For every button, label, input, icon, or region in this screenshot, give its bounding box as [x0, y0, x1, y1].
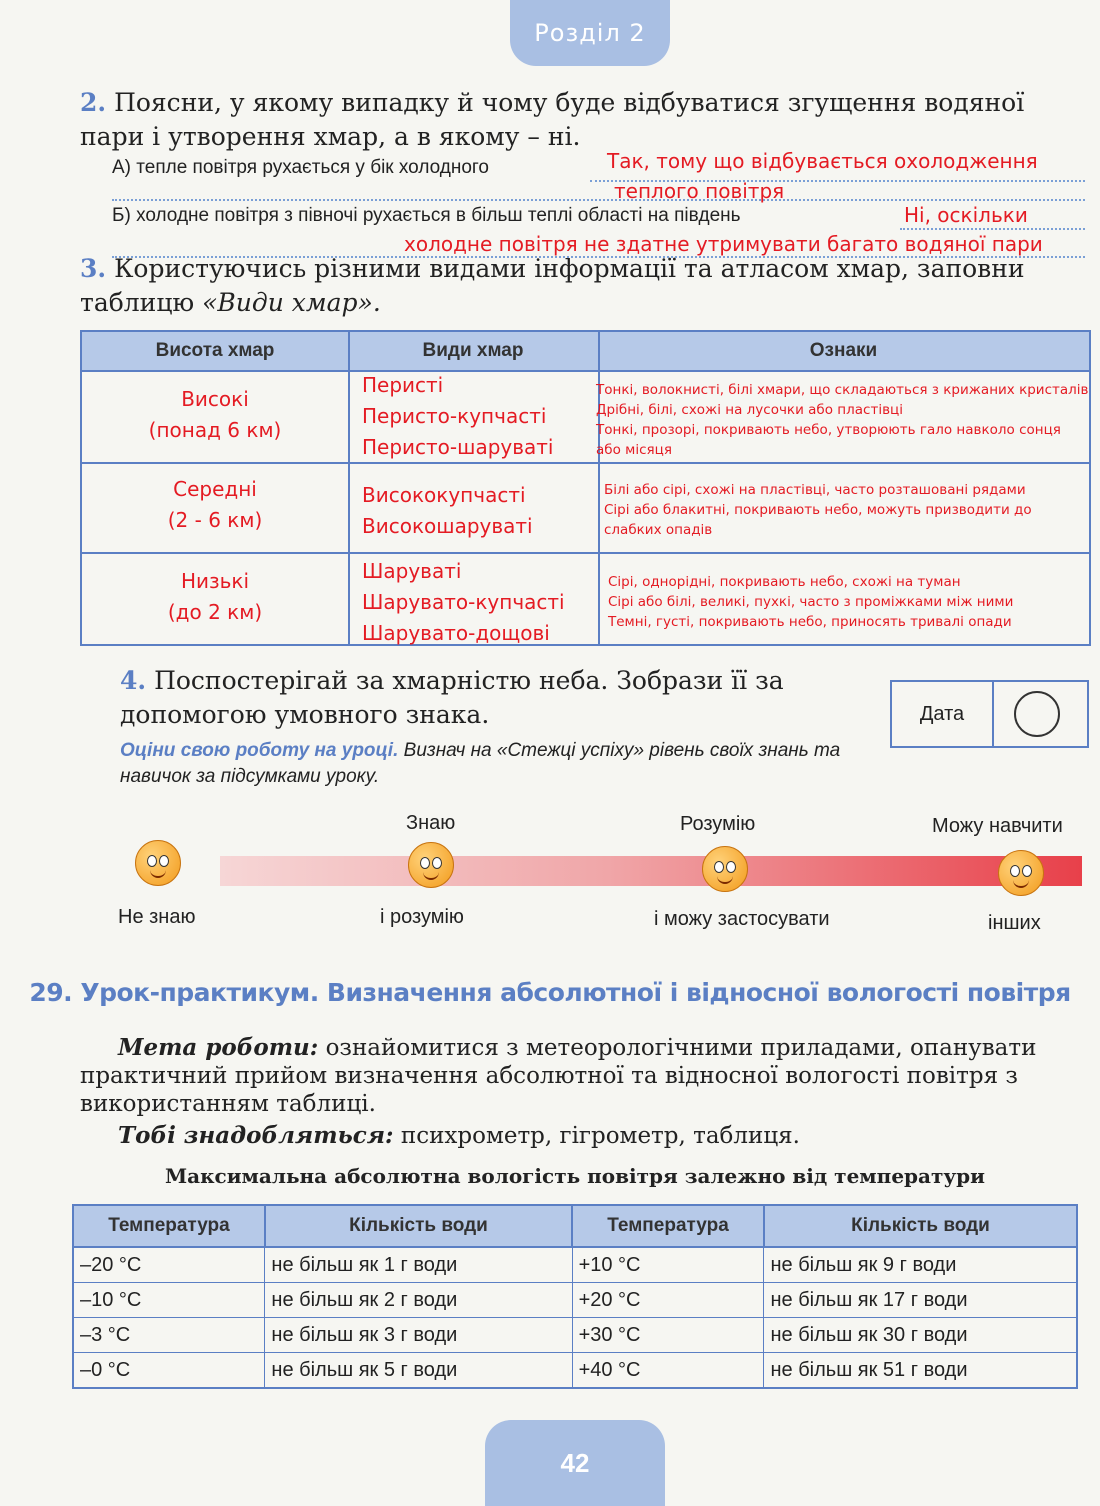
date-label: Дата [892, 682, 994, 746]
answer-b-line1: Ні, оскільки [904, 203, 1028, 227]
humidity-table-caption: Максимальна абсолютна вологість повітря залежно від температури [164, 1164, 985, 1188]
feature-line: Сірі, однорідні, покривають небо, схожі на туман [608, 574, 961, 590]
answer-line [112, 199, 1085, 201]
table-cell: не більш як 9 г води [764, 1247, 1077, 1283]
feature-line: Тонкі, прозорі, покривають небо, утворюють гало навколо сонця [596, 422, 1061, 438]
page-number: 42 [485, 1420, 665, 1506]
cloud-type: Шарувато-купчасті [362, 590, 565, 614]
section-tab: Розділ 2 [510, 0, 670, 66]
cloud-type: Перисто-шаруваті [362, 435, 554, 459]
lesson-heading: 29. Урок-практикум. Визначення абсолютної і відносної вологості повітря [29, 978, 1071, 1007]
task-number: 4. [120, 666, 147, 695]
tools-text: психрометр, гігрометр, таблиця. [400, 1123, 800, 1149]
smiley-icon[interactable] [702, 846, 748, 892]
answer-a-line2: теплого повітря [614, 179, 785, 203]
cloud-features-high [596, 380, 1091, 460]
table-row [73, 1318, 1077, 1353]
answer-b-line2: холодне повітря не здатне утримувати багато водяної пари [404, 232, 1043, 256]
table-cell: +10 °С [572, 1247, 764, 1283]
feature-line: або місяця [596, 442, 672, 458]
level-teach-bottom: інших [988, 912, 1041, 934]
cloud-type: Висококупчасті [362, 483, 526, 507]
feature-line: Тонкі, волокнисті, білі хмари, що складаються з крижаних кристалів [596, 382, 1089, 398]
table-cell: –0 °С [73, 1353, 265, 1389]
header-temperature: Температура [572, 1205, 764, 1247]
answer-line [900, 228, 1085, 230]
level-know-bottom: і розумію [380, 906, 464, 928]
header-types: Види хмар [422, 340, 524, 361]
table-cell: не більш як 17 г води [764, 1283, 1077, 1318]
task-number: 3. [80, 254, 107, 283]
date-box [890, 680, 1089, 748]
level-understand-bottom: і можу застосувати [654, 908, 830, 930]
table-row [73, 1283, 1077, 1318]
task-text: Користуючись різними видами інформації та атласом хмар, заповни таблицю [80, 254, 1025, 317]
table-cell: не більш як 2 г води [265, 1283, 572, 1318]
table-row-middle [82, 474, 348, 536]
task-text: Поспостерігай за хмарністю неба. Зобрази її за допомогою умовного знака. [120, 666, 784, 729]
table-cell: не більш як 51 г води [764, 1353, 1077, 1389]
table-cell: –20 °С [73, 1247, 265, 1283]
height-label: Високі [181, 387, 249, 411]
task-4 [120, 664, 900, 732]
column-divider [598, 332, 600, 644]
table-cell: –10 °С [73, 1283, 265, 1318]
feature-line: Сірі або блакитні, покривають небо, можуть призводити до [604, 502, 1032, 518]
height-range: (понад 6 км) [148, 418, 282, 442]
table-cell: не більш як 5 г води [265, 1353, 572, 1389]
cloud-type: Шаруваті [362, 559, 462, 583]
cloud-type: Високошаруваті [362, 514, 533, 538]
table-cell: не більш як 1 г води [265, 1247, 572, 1283]
feature-line: Темні, густі, покривають небо, приносять тривалі опади [608, 614, 1012, 630]
column-divider [348, 332, 350, 644]
level-teach-top: Можу навчити [932, 815, 1063, 837]
table-header-row [73, 1205, 1077, 1247]
row-divider [82, 462, 1089, 464]
cloud-type: Перисто-купчасті [362, 404, 547, 428]
cloud-type: Шарувато-дощові [362, 621, 550, 645]
table-name: «Види хмар». [202, 288, 381, 317]
smiley-icon[interactable] [408, 842, 454, 888]
option-b: Б) холодне повітря з півночі рухається в більш теплі області на південь [112, 205, 741, 226]
table-row-low [82, 566, 348, 628]
cloud-type: Перисті [362, 373, 444, 397]
height-label: Низькі [180, 569, 250, 593]
cloud-features-low [608, 572, 1084, 632]
feature-line: Сірі або білі, великі, пухкі, часто з проміжками між ними [608, 594, 1014, 610]
header-temperature: Температура [73, 1205, 265, 1247]
cloud-features-middle [604, 480, 1084, 540]
table-row [73, 1353, 1077, 1389]
cloud-types-middle [362, 480, 533, 542]
header-height: Висота хмар [155, 340, 275, 361]
table-cell: +20 °С [572, 1283, 764, 1318]
height-range: (2 - 6 км) [167, 508, 263, 532]
goal-text: ознайомитися з метеорологічними приладами, опанувати практичний прийом визначення абсолютної та відносної вологості повітря з використанням таблиці. [80, 1035, 1037, 1117]
table-row-high [82, 384, 348, 446]
table-row [73, 1247, 1077, 1283]
table-cell: не більш як 3 г води [265, 1318, 572, 1353]
level-understand-top: Розумію [680, 813, 756, 835]
self-assessment-text: Визнач на «Стежці успіху» рівень своїх знань та навичок за підсумками уроку. [120, 740, 841, 787]
table-cell: не більш як 30 г води [764, 1318, 1077, 1353]
self-assessment [120, 738, 880, 790]
task-number: 2. [80, 88, 107, 117]
task-text: Поясни, у якому випадку й чому буде відбуватися згущення водяної пари і утворення хмар, а в якому – ні. [80, 88, 1025, 151]
cloud-symbol-circle[interactable] [1014, 691, 1060, 737]
level-know-top: Знаю [406, 812, 456, 834]
option-a: А) тепле повітря рухається у бік холодного [112, 157, 490, 178]
cloud-types-high [362, 370, 553, 463]
height-range: (до 2 км) [167, 600, 263, 624]
height-label: Середні [173, 477, 257, 501]
header-features: Ознаки [809, 340, 878, 361]
cloud-types-low [362, 556, 565, 649]
feature-line: Дрібні, білі, схожі на лусочки або пластівці [596, 402, 903, 418]
row-divider [82, 552, 1089, 554]
feature-line: Білі або сірі, схожі на пластівці, часто розташовані рядами [604, 482, 1026, 498]
table-cell: –3 °С [73, 1318, 265, 1353]
success-path-bar [220, 856, 1082, 886]
table-cell: +40 °С [572, 1353, 764, 1389]
smiley-icon[interactable] [135, 840, 181, 886]
level-dont-know: Не знаю [118, 906, 196, 928]
table-cell: +30 °С [572, 1318, 764, 1353]
feature-line: слабких опадів [604, 522, 713, 538]
clouds-table [80, 330, 1091, 646]
self-assessment-title: Оціни свою роботу на уроці. [120, 740, 399, 761]
smiley-icon[interactable] [998, 850, 1044, 896]
task-3 [80, 252, 1090, 320]
lesson-goal [80, 1034, 1090, 1118]
lesson-tools [80, 1122, 1090, 1150]
goal-label: Мета роботи: [118, 1034, 319, 1061]
task-2 [80, 86, 1090, 154]
answer-a-line1: Так, тому що відбувається охолодження [607, 149, 1038, 173]
header-water: Кількість води [265, 1205, 572, 1247]
header-water: Кількість води [764, 1205, 1077, 1247]
tools-label: Тобі знадобляться: [118, 1122, 394, 1149]
table-header [82, 332, 1089, 372]
humidity-table [72, 1204, 1078, 1389]
